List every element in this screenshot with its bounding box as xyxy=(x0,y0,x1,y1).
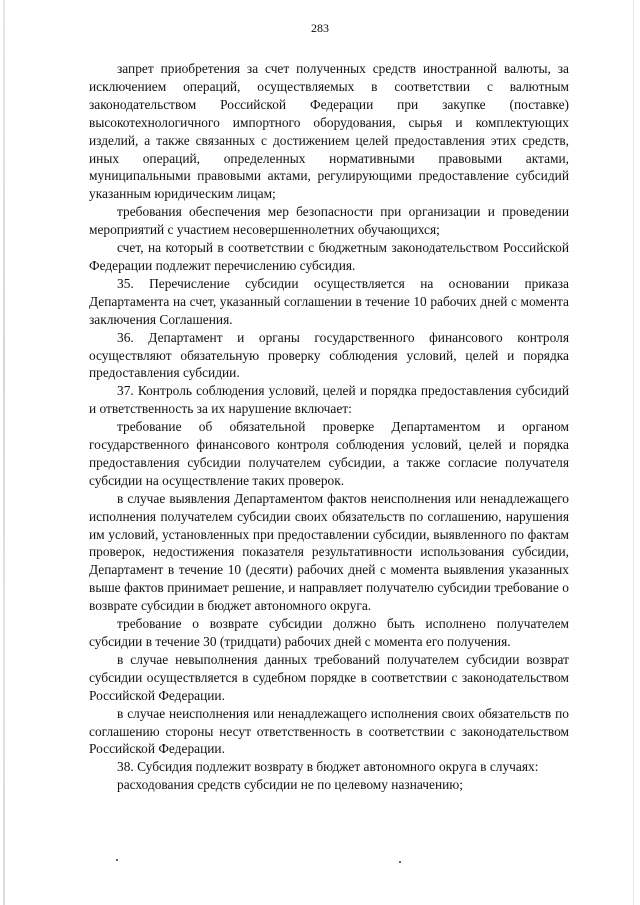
paragraph-9: требование о возврате субсидии должно быть исполнено получателем субсидии в течение 30 (тридцати) рабочих дней с момента его получения. xyxy=(89,616,569,649)
page-number: 283 xyxy=(311,21,329,35)
paragraph-5: 36. Департамент и органы государственного финансового контроля осуществляют обязательную проверку соблюдения условий, целей и порядка предоставления субсидии. xyxy=(89,329,569,381)
document-body xyxy=(89,60,569,794)
paragraph-6: 37. Контроль соблюдения условий, целей и порядка предоставления субсидий и ответственность за их нарушение включает: xyxy=(89,383,569,417)
paragraph-11: в случае неисполнения или ненадлежащего исполнения своих обязательств по соглашению стороны несут ответственность в соответствии с законодательством Российской Федерации. xyxy=(89,705,569,757)
paragraph-12: 38. Субсидия подлежит возврату в бюджет автономного округа в случаях: xyxy=(117,759,539,775)
scan-speck xyxy=(116,859,118,861)
paragraph-13: расходования средств субсидии не по целевому назначению; xyxy=(117,777,464,793)
paragraph-10: в случае невыполнения данных требований получателем субсидии возврат субсидии осуществляется в судебном порядке в соответствии с законодательством Российской Федерации. xyxy=(89,651,569,703)
paragraph-1: запрет приобретения за счет полученных средств иностранной валюты, за исключением операций, осуществляемых в соответствии с валютным законодательством Российской Федерации при закупке (поставке) высокотехнологичного импортного оборудования, сырья и комплектующих изделий, а также связанных с достижением целей предоставления этих средств, иных операций, определенных нормативными правовыми актами, муниципальными правовыми актами, регулирующими предоставление субсидий указанным юридическим лицам; xyxy=(89,61,569,202)
paragraph-8: в случае выявления Департаментом фактов неисполнения или ненадлежащего исполнения получателем субсидии своих обязательств по соглашению, нарушения им условий, установленных при предоставлении субсидии, выявленного по фактам проверок, недостижения показателя результативности использования субсидии, Департамент в течение 10 (десяти) рабочих дней с момента выявления указанных выше фактов принимает решение, и направляет получателю субсидии требование о возврате субсидии в бюджет автономного округа. xyxy=(89,490,569,614)
paragraph-4: 35. Перечисление субсидии осуществляется на основании приказа Департамента на счет, указанный соглашении в течение 10 рабочих дней с момента заключения Соглашения. xyxy=(89,275,569,327)
paragraph-7: требование об обязательной проверке Департаментом и органом государственного финансового контроля соблюдения условий, целей и порядка предоставления субсидии получателем субсидии, а также согласие получателя субсидии на осуществление таких проверок. xyxy=(89,419,569,488)
paragraph-3: счет, на который в соответствии с бюджетным законодательством Российской Федерации подлежит перечислению субсидия. xyxy=(89,240,569,273)
scan-speck xyxy=(399,861,401,863)
scan-edge-left xyxy=(3,0,5,905)
scan-edge-right xyxy=(633,0,634,905)
paragraph-2: требования обеспечения мер безопасности при организации и проведении мероприятий с участием несовершеннолетних обучающихся; xyxy=(89,204,569,238)
